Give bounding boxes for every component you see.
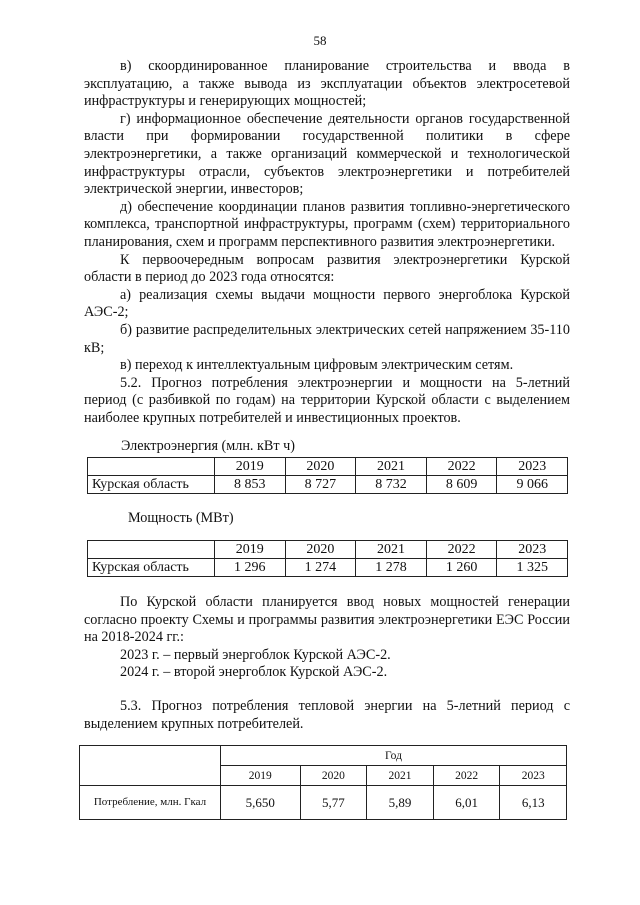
value-cell: 8 609 — [426, 476, 497, 494]
table-cell-empty — [88, 541, 215, 559]
value-cell: 1 278 — [356, 559, 427, 577]
table-header-row — [80, 746, 567, 766]
text-block-1 — [84, 58, 570, 427]
value-cell: 1 260 — [426, 559, 497, 577]
value-cell: 1 325 — [497, 559, 568, 577]
paragraph: По Курской области планируется ввод новых мощностей генерации согласно проекту Схемы и программы развития электроэнергетики ЕЭС России на 2018-2024 гг.: — [84, 594, 570, 646]
paragraph: б) развитие распределительных электрических сетей напряжением 35-110 кВ; — [84, 321, 570, 356]
heat-table — [79, 745, 567, 820]
value-cell: 8 732 — [356, 476, 427, 494]
paragraph: 2023 г. – первый энергоблок Курской АЭС-2. — [120, 646, 391, 663]
paragraph: 5.3. Прогноз потребления тепловой энергии на 5-летний период с выделением крупных потребителей. — [84, 698, 570, 732]
value-cell: 6,01 — [433, 786, 500, 820]
text-block-3 — [84, 698, 570, 733]
table-header-row — [88, 541, 568, 559]
table-header-cell: 2021 — [356, 541, 427, 559]
power-table — [87, 540, 568, 577]
paragraph: д) обеспечение координации планов развития топливно-энергетического комплекса, транспортной инфраструктуры, программ (схем) территориального планирования, схем и программ перспективного развития электроэнергетики. — [84, 198, 570, 250]
table-header-cell: 2021 — [356, 458, 427, 476]
value-cell: 1 296 — [215, 559, 286, 577]
paragraph: в) переход к интеллектуальным цифровым электрическим сетям. — [120, 357, 514, 374]
table-cell-empty — [80, 746, 221, 786]
table-header-cell: 2020 — [300, 766, 367, 786]
value-cell: 6,13 — [500, 786, 567, 820]
value-cell: 8 727 — [285, 476, 356, 494]
table-row — [80, 786, 567, 820]
value-cell: 5,77 — [300, 786, 367, 820]
value-cell: 5,89 — [367, 786, 434, 820]
table-header-row — [88, 458, 568, 476]
table-header-cell: 2019 — [215, 458, 286, 476]
region-cell: Курская область — [88, 559, 215, 577]
table-header-cell: Год — [221, 746, 567, 766]
value-cell: 9 066 — [497, 476, 568, 494]
table-header-cell: 2023 — [497, 458, 568, 476]
paragraph: а) реализация схемы выдачи мощности первого энергоблока Курской АЭС-2; — [84, 286, 570, 321]
table-header-cell: 2022 — [433, 766, 500, 786]
value-cell: 1 274 — [285, 559, 356, 577]
paragraph: в) скоординированное планирование строительства и ввода в эксплуатацию, а также вывода из эксплуатации объектов электросетевой инфраструктуры и генерирующих мощностей; — [84, 58, 570, 110]
table-header-cell: 2022 — [426, 458, 497, 476]
table-header-cell: 2022 — [426, 541, 497, 559]
table-header-cell: 2021 — [367, 766, 434, 786]
table-header-cell: 2019 — [221, 766, 301, 786]
electricity-table — [87, 457, 568, 494]
table-header-cell: 2020 — [285, 458, 356, 476]
table-row — [88, 476, 568, 494]
page-number: 58 — [313, 33, 327, 48]
value-cell: 5,650 — [221, 786, 301, 820]
paragraph: 2024 г. – второй энергоблок Курской АЭС-2. — [120, 664, 388, 681]
region-cell: Курская область — [88, 476, 215, 494]
row-label-cell: Потребление, млн. Гкал — [80, 786, 221, 820]
paragraph: г) информационное обеспечение деятельности органов государственной власти при формировании государственной политики в сфере электроэнергетики, а также организаций коммерческой и технологической инфраструктуры отрасли, субъектов электроэнергетики и потребителей электрической энергии, инвесторов; — [84, 110, 570, 198]
paragraph: 5.2. Прогноз потребления электроэнергии и мощности на 5-летний период (с разбивкой по годам) на территории Курской области с выделением наиболее крупных потребителей и инвестиционных проектов. — [84, 374, 570, 426]
table-header-cell: 2019 — [215, 541, 286, 559]
table-cell-empty — [88, 458, 215, 476]
table-header-cell: 2023 — [500, 766, 567, 786]
paragraph: К первоочередным вопросам развития электроэнергетики Курской области в период до 2023 года относятся: — [84, 251, 570, 286]
table-row — [88, 559, 568, 577]
power-caption: Мощность (МВт) — [128, 510, 234, 526]
table-header-cell: 2020 — [285, 541, 356, 559]
value-cell: 8 853 — [215, 476, 286, 494]
text-block-2 — [84, 594, 570, 682]
electricity-caption: Электроэнергия (млн. кВт ч) — [121, 438, 295, 454]
table-header-cell: 2023 — [497, 541, 568, 559]
